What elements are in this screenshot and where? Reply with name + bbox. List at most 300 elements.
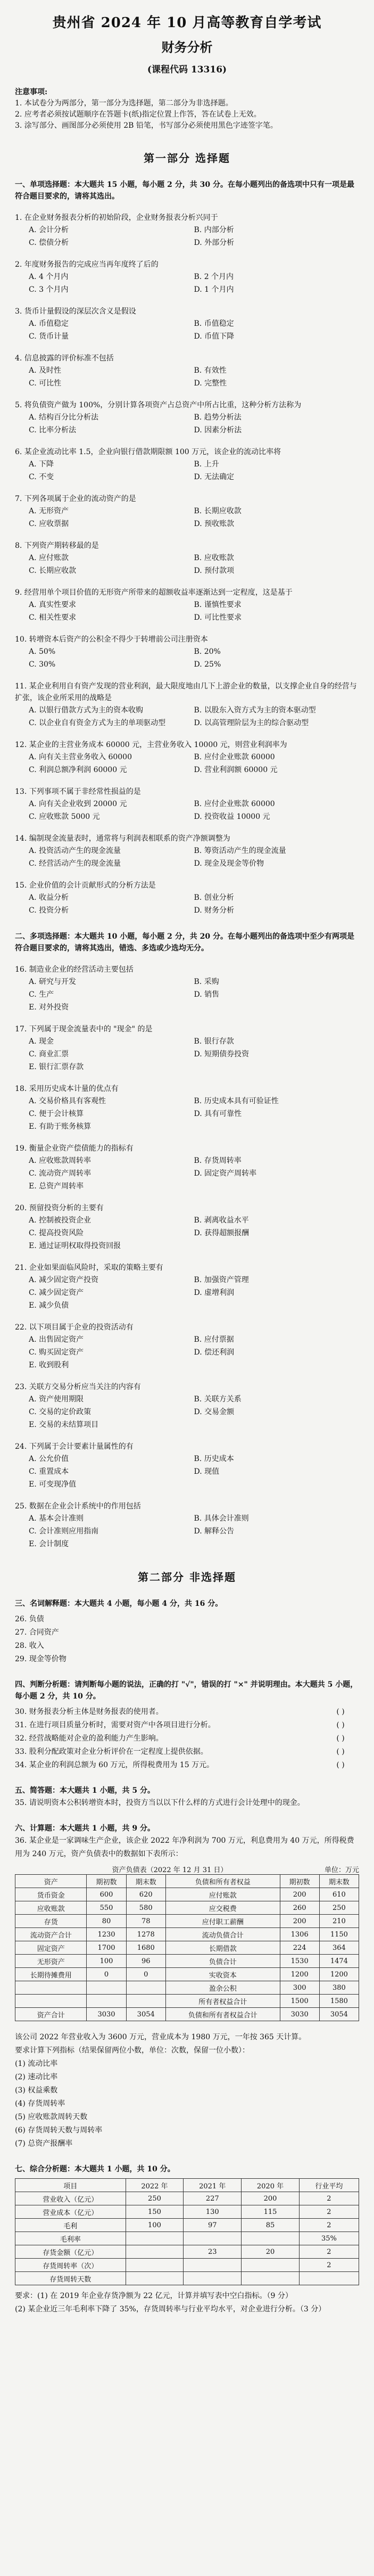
table-row [15, 2272, 359, 2285]
question-options [15, 317, 359, 343]
question-stem: 20. 预留投资分析的主要有 [15, 1204, 104, 1212]
option-d: D. 预收账款 [194, 520, 235, 528]
table-cell: 620 [126, 1888, 165, 1901]
option-d: D. 以高管理阶层为主的综合驱动型 [194, 719, 309, 727]
table-row [15, 1901, 359, 1915]
table-header-cell: 期初数 [280, 1875, 319, 1888]
question-options [15, 552, 359, 577]
judge-item [15, 1719, 359, 1732]
term-item: 28. 收入 [15, 1642, 44, 1650]
table-cell: 应付账款 [165, 1888, 280, 1901]
option-c: C. 以企业自有资金方式为主的单项驱动型 [29, 719, 166, 727]
table-row [15, 2192, 359, 2205]
option-b: B. 内部分析 [194, 226, 234, 234]
table-cell: 2 [299, 2205, 359, 2219]
option: B. 存货周转率 [194, 1156, 242, 1165]
table-cell: 224 [280, 1941, 319, 1955]
option: D. 获得超额报酬 [194, 1229, 250, 1237]
option: B. 历史成本 [194, 1455, 234, 1463]
table-cell: 130 [184, 2205, 242, 2219]
option-d: D. 因素分析法 [194, 426, 242, 434]
table-cell: 1474 [319, 1955, 359, 1968]
table-header-cell: 期末数 [319, 1875, 359, 1888]
table-cell: 96 [126, 1955, 165, 1968]
section4-items [15, 1705, 359, 1772]
question-stem: 18. 采用历史成本计量的优点有 [15, 1085, 119, 1093]
option-b: B. 以股东入资方式为主的资本驱动型 [194, 706, 316, 715]
table-cell [184, 2232, 242, 2245]
table-header-cell: 行业平均 [299, 2179, 359, 2192]
table-row [15, 2219, 359, 2232]
table-cell: 1530 [280, 1955, 319, 1968]
table-cell: 1306 [280, 1928, 319, 1941]
table-cell: 250 [126, 2192, 184, 2205]
judge-text: 33. 股利分配政策对企业分析评价在一定程度上提供依据。 [15, 1748, 208, 1756]
option-b: B. 2 个月内 [194, 273, 234, 281]
section7-req: 要求：(1) 在 2019 年企业存货净额为 22 亿元，计算并填写表中空白指标。（9 分） [15, 2292, 293, 2300]
question-options [15, 364, 359, 390]
judge-text: 30. 财务报表分析主体是财务报表的使用者。 [15, 1708, 163, 1716]
option-b: B. 应收账款 [194, 554, 234, 562]
question-options [15, 1512, 359, 1550]
balance-sheet-table [15, 1874, 359, 2021]
table-cell: 250 [319, 1901, 359, 1915]
option: A. 减少固定资产投资 [29, 1276, 99, 1284]
option: E. 对外投资 [29, 1003, 69, 1012]
option: D. 具有可靠性 [194, 1110, 242, 1118]
option: C. 商业汇票 [29, 1050, 69, 1059]
course-code: (课程代码 13316) [147, 64, 227, 75]
table-row [15, 1995, 359, 2008]
option: C. 流动资产周转率 [29, 1169, 92, 1178]
term-item: 26. 负债 [15, 1615, 44, 1623]
option-a: A. 结构百分比分析法 [29, 413, 99, 422]
judge-text: 31. 在进行项目质量分析时，需要对资产中各项目进行分析。 [15, 1721, 215, 1729]
table-cell [15, 1981, 87, 1995]
table-cell [126, 1995, 165, 2008]
table-header-cell: 2022 年 [126, 2179, 184, 2192]
section3-head: 三、名词解释题：本大题共 4 小题，每小题 4 分，共 16 分。 [15, 1599, 223, 1608]
table-cell: 所有者权益合计 [165, 1995, 280, 2008]
option: C. 减少固定资产 [29, 1289, 84, 1297]
table-unit: 单位：万元 [324, 1866, 359, 1874]
table-cell: 0 [87, 1968, 126, 1981]
option-a: A. 及时性 [29, 366, 62, 375]
table-cell: 1580 [319, 1995, 359, 2008]
table-cell: 550 [87, 1901, 126, 1915]
option: C. 购买固定资产 [29, 1348, 84, 1357]
option-b: B. 有效性 [194, 366, 227, 375]
table-cell [126, 2259, 184, 2272]
option-c: C. 经营活动产生的现金流量 [29, 859, 121, 868]
option: D. 偿还利润 [194, 1348, 235, 1357]
ask-item: (7) 总资产报酬率 [15, 2139, 73, 2148]
option: C. 会计准则应用指南 [29, 1527, 99, 1536]
option: E. 银行汇票存款 [29, 1063, 84, 1071]
option: A. 研究与开发 [29, 978, 77, 986]
option-a: A. 投资活动产生的现金流量 [29, 847, 121, 855]
table-cell: 78 [126, 1915, 165, 1928]
option: D. 交易金额 [194, 1408, 235, 1416]
question-stem: 10. 转增资本后资产的公积金不得少于转增前公司注册资本 [15, 635, 208, 644]
section4-head: 四、判断分析题：请判断每小题的说法，正确的打 "√"，错误的打 "×" 并说明理由。本大题共 5 小题，每小题 2 分，共 10 分。 [15, 1680, 358, 1701]
question-stem: 3. 货币计量假设的深层次含义是假设 [15, 307, 136, 316]
option: C. 交易的定价政策 [29, 1408, 92, 1416]
question-options [15, 1393, 359, 1431]
table-cell [126, 2232, 184, 2245]
option: A. 现金 [29, 1037, 54, 1046]
ask-item: (4) 存货周转率 [15, 2099, 65, 2108]
option: A. 资产使用期限 [29, 1395, 84, 1404]
option-a: A. 无形资产 [29, 507, 69, 515]
table-header-row [15, 2179, 359, 2192]
question-stem: 17. 下列属于现金流量表中的 "现金" 的是 [15, 1025, 153, 1033]
option-b: B. 谨慎性要求 [194, 601, 242, 609]
option-a: A. 真实性要求 [29, 601, 77, 609]
question-stem: 4. 信息披露的评价标准不包括 [15, 354, 114, 363]
section7-req: (2) 某企业近三年毛利率下降了 35%，存货周转率与行业平均水平，对企业进行分析。（3 分） [15, 2305, 326, 2314]
table-header-cell: 资产 [15, 1875, 87, 1888]
table-cell: 580 [126, 1901, 165, 1915]
table-cell: 资产合计 [15, 2008, 87, 2021]
section2-questions [15, 964, 359, 1550]
option-a: A. 向有关企业收到 20000 元 [29, 800, 127, 808]
option: C. 提高投资风险 [29, 1229, 84, 1237]
question-options [15, 270, 359, 296]
table-cell: 毛利 [15, 2219, 126, 2232]
option-a: A. 应付账款 [29, 554, 69, 562]
option-b: B. 上升 [194, 460, 219, 469]
option-b: B. 应付企业账款 60000 [194, 753, 275, 761]
table-cell: 应交税费 [165, 1901, 280, 1915]
judge-item [15, 1759, 359, 1772]
table-cell [184, 2259, 242, 2272]
table-cell: 1150 [319, 1928, 359, 1941]
option-a: A. 以银行借款方式为主的资本收购 [29, 706, 144, 715]
exam-title: 贵州省 2024 年 10 月高等教育自学考试 [52, 15, 322, 31]
option-d: D. 1 个月内 [194, 285, 234, 294]
option-b: B. 筹资活动产生的现金流量 [194, 847, 286, 855]
table-cell [242, 2272, 300, 2285]
option-d: D. 现金及现金等价物 [194, 859, 264, 868]
term-item: 29. 现金等价物 [15, 1655, 67, 1663]
table-header-cell: 期末数 [126, 1875, 165, 1888]
section7-head: 七、综合分析题：本大题共 1 小题，共 10 分。 [15, 2165, 175, 2173]
option: B. 关联方关系 [194, 1395, 242, 1404]
option-d: D. 完整性 [194, 379, 227, 388]
table-row [15, 2232, 359, 2245]
part1-title: 第一部分 选择题 [144, 152, 230, 165]
section6-ask: 要求计算下列指标（结果保留两位小数，单位：次数，保留一位小数）： [15, 2046, 250, 2055]
option-a: A. 会计分析 [29, 226, 69, 234]
judge-text: 34. 某企业的利润总额为 60 万元，所得税费用为 15 万元。 [15, 1761, 214, 1769]
table-cell: 210 [319, 1915, 359, 1928]
table-cell: 存货金额（亿元） [15, 2245, 126, 2259]
section6-after: 该公司 2022 年营业收入为 3600 万元，营业成本为 1980 万元，一年按 365 天计算。 [15, 2033, 306, 2041]
option-a: A. 4 个月内 [29, 273, 69, 281]
question-stem: 7. 下列各项属于企业的流动资产的是 [15, 495, 136, 503]
option-b: B. 20% [194, 647, 221, 656]
option-b: B. 币值稳定 [194, 319, 234, 328]
option-c: C. 利润总额净利润 60000 元 [29, 766, 127, 774]
option: E. 会计制度 [29, 1540, 69, 1548]
question-options [15, 975, 359, 1014]
section1-head: 一、单项选择题：本大题共 15 小题，每小题 2 分，共 30 分。在每小题列出的备选项中只有一项是最符合题目要求的，请将其选出。 [15, 181, 354, 201]
option-d: D. 营业利润额 60000 元 [194, 766, 278, 774]
table-cell: 营业成本（亿元） [15, 2205, 126, 2219]
option-c: C. 长期应收款 [29, 567, 77, 575]
table-cell: 1200 [280, 1968, 319, 1981]
question-options [15, 458, 359, 483]
question-stem: 21. 企业如果面临风险时，采取的策略主要有 [15, 1264, 163, 1272]
table-cell: 260 [280, 1901, 319, 1915]
analysis-table [15, 2178, 359, 2285]
table-cell: 115 [242, 2205, 300, 2219]
option: A. 控制被投资企业 [29, 1216, 92, 1225]
table-cell: 盈余公积 [165, 1981, 280, 1995]
table-cell: 2 [299, 2192, 359, 2205]
question-options [15, 505, 359, 530]
option-d: D. 财务分析 [194, 906, 235, 915]
term-item: 27. 合同资产 [15, 1628, 59, 1637]
table-cell: 3030 [87, 2008, 126, 2021]
question-options [15, 704, 359, 729]
note-item: 2. 应考者必须按试题顺序在答题卡(纸)指定位置上作答，答在试卷上无效。 [15, 110, 261, 119]
question-options [15, 751, 359, 776]
answer-paren: ( ) [336, 1708, 345, 1716]
question-stem: 6. 某企业流动比率 1.5，企业向银行借款期限额 100 万元，该企业的流动比率将 [15, 448, 281, 456]
table-row [15, 2205, 359, 2219]
option-b: B. 创业分析 [194, 893, 234, 902]
table-cell: 应收账款 [15, 1901, 87, 1915]
question-stem: 2. 年度财务报告的完成应当再年度终了后的 [15, 260, 159, 269]
table-cell: 364 [319, 1941, 359, 1955]
question-options [15, 645, 359, 671]
table-cell: 610 [319, 1888, 359, 1901]
question-options [15, 844, 359, 870]
table-cell: 长期待摊费用 [15, 1968, 87, 1981]
option-c: C. 应收票据 [29, 520, 69, 528]
table-cell [126, 2272, 184, 2285]
option-d: D. 币值下降 [194, 332, 235, 341]
question-options [15, 891, 359, 917]
table-cell: 流动负债合计 [165, 1928, 280, 1941]
section6-asks [15, 2057, 359, 2151]
option: D. 销售 [194, 990, 220, 999]
table-cell: 97 [184, 2219, 242, 2232]
section5-item: 35. 请说明资本公积转增资本时，投资方当以以下什么样的方式进行会计处理中的现金。 [15, 1799, 305, 1807]
option-d: D. 25% [194, 660, 221, 669]
subject-title: 财务分析 [161, 39, 213, 55]
table-row [15, 2245, 359, 2259]
table-row [15, 2259, 359, 2272]
table-row [15, 1915, 359, 1928]
option: A. 基本会计准则 [29, 1514, 84, 1523]
table-cell: 35% [299, 2232, 359, 2245]
answer-paren: ( ) [336, 1734, 345, 1743]
option: B. 加强资产管理 [194, 1276, 249, 1284]
table-cell: 存货周转天数 [15, 2272, 126, 2285]
option-b: B. 长期应收款 [194, 507, 242, 515]
table-cell: 100 [87, 1955, 126, 1968]
option: E. 减少负债 [29, 1301, 69, 1310]
option-a: A. 下降 [29, 460, 54, 469]
notes-heading: 注意事项: [15, 88, 48, 96]
table-row [15, 1981, 359, 1995]
table-cell: 1200 [319, 1968, 359, 1981]
question-options [15, 1453, 359, 1491]
table-row [15, 1888, 359, 1901]
table-row [15, 1968, 359, 1981]
question-options [15, 224, 359, 249]
table-cell: 200 [242, 2192, 300, 2205]
question-options [15, 411, 359, 437]
table-cell: 实收资本 [165, 1968, 280, 1981]
option-c: C. 可比性 [29, 379, 62, 388]
table-cell: 营业收入（亿元） [15, 2192, 126, 2205]
table-cell: 300 [280, 1981, 319, 1995]
table-cell: 600 [87, 1888, 126, 1901]
table-header-cell: 2021 年 [184, 2179, 242, 2192]
option-b: B. 应付企业账款 60000 [194, 800, 275, 808]
judge-text: 32. 经营战略能对企业的盈利能力产生影响。 [15, 1734, 163, 1743]
option: B. 采购 [194, 978, 219, 986]
table-cell [126, 2245, 184, 2259]
ask-item: (2) 速动比率 [15, 2073, 58, 2081]
question-stem: 23. 关联方交易分析应当关注的内容有 [15, 1383, 141, 1391]
option-a: A. 币值稳定 [29, 319, 69, 328]
table-cell: 23 [184, 2245, 242, 2259]
table-cell: 0 [126, 1968, 165, 1981]
question-options [15, 1214, 359, 1252]
table-header-cell: 期初数 [87, 1875, 126, 1888]
table-row [15, 1941, 359, 1955]
option-c: C. 偿债分析 [29, 239, 69, 247]
option-a: A. 50% [29, 647, 56, 656]
table-cell: 85 [242, 2219, 300, 2232]
option: B. 历史成本具有可验证性 [194, 1097, 279, 1105]
option-c: C. 相关性要求 [29, 613, 77, 622]
table-cell: 1278 [126, 1928, 165, 1941]
option: A. 交易价格具有客观性 [29, 1097, 106, 1105]
judge-item [15, 1745, 359, 1759]
table-cell: 3054 [126, 2008, 165, 2021]
option-b: B. 趋势分析法 [194, 413, 242, 422]
table-cell: 2 [299, 2259, 359, 2272]
table-header-cell: 负债和所有者权益 [165, 1875, 280, 1888]
question-stem: 12. 某企业的主营业务成本 60000 元，主营业务收入 10000 元，则营业利润率为 [15, 741, 287, 749]
question-stem: 1. 在企业财务报表分析的初始阶段，企业财务报表分析兴同于 [15, 214, 218, 222]
option: A. 公允价值 [29, 1455, 69, 1463]
table-cell: 20 [242, 2245, 300, 2259]
answer-paren: ( ) [336, 1748, 345, 1756]
table-cell: 负债合计 [165, 1955, 280, 1968]
section2-head: 二、多项选择题：本大题共 10 小题，每小题 2 分，共 20 分。在每小题列出的备选项中至少有两项是符合题目要求的，请将其选出，错选、多选或少选均无分。 [15, 932, 354, 953]
question-options [15, 798, 359, 823]
option: D. 固定资产周转率 [194, 1169, 257, 1178]
question-options [15, 1095, 359, 1133]
table-cell [87, 1995, 126, 2008]
table-cell: 长期借款 [165, 1941, 280, 1955]
option: E. 收到股利 [29, 1361, 69, 1369]
option-a: A. 向有关主营业务收入 60000 [29, 753, 132, 761]
table-header-cell: 项目 [15, 2179, 126, 2192]
question-stem: 22. 以下项目属于企业的投资活动有 [15, 1323, 134, 1332]
table-row [15, 1955, 359, 1968]
table-cell [184, 2272, 242, 2285]
question-stem: 9. 经营用单个项目价值的无形资产所带来的超额收益率逐渐达到一定程度，这是基于 [15, 588, 293, 597]
option-d: D. 可比性要求 [194, 613, 242, 622]
question-stem: 24. 下列属于会计要素计量属性的有 [15, 1442, 134, 1451]
option-d: D. 无法确定 [194, 473, 235, 481]
part2-title: 第二部分 非选择题 [138, 1571, 236, 1584]
option: B. 应付票据 [194, 1335, 234, 1344]
notes [15, 87, 359, 132]
option: C. 便于会计核算 [29, 1110, 84, 1118]
table-cell: 1680 [126, 1941, 165, 1955]
option: D. 虚增利润 [194, 1289, 235, 1297]
section3-items [15, 1613, 359, 1666]
option-c: C. 比率分析法 [29, 426, 77, 434]
option: B. 具体会计准则 [194, 1514, 249, 1523]
option-d: D. 预付款项 [194, 567, 235, 575]
option: B. 银行存款 [194, 1037, 234, 1046]
table-cell: 380 [319, 1981, 359, 1995]
table-cell: 应付职工薪酬 [165, 1915, 280, 1928]
table-row [15, 1928, 359, 1941]
question-stem: 25. 数据在企业会计系统中的作用包括 [15, 1502, 141, 1511]
question-stem: 11. 某企业利用自有资产发现的营业利润，最大限度地由几下上游企业的数量，以支撑企业自身的经营与扩张，该企业所采用的战略是 [15, 682, 357, 702]
ask-item: (3) 权益乘数 [15, 2086, 58, 2095]
table-cell: 80 [87, 1915, 126, 1928]
question-stem: 19. 衡量企业资产偿债能力的指标有 [15, 1144, 134, 1153]
table-cell: 货币资金 [15, 1888, 87, 1901]
judge-item [15, 1732, 359, 1745]
option-a: A. 收益分析 [29, 893, 69, 902]
table-row [15, 2008, 359, 2021]
judge-item [15, 1705, 359, 1719]
table-cell: 227 [184, 2192, 242, 2205]
question-stem: 15. 企业价值的会计贡献形式的分析方法是 [15, 881, 156, 890]
section1-questions [15, 212, 359, 917]
table-cell [15, 1995, 87, 2008]
option-c: C. 应收账款 5000 元 [29, 813, 100, 821]
question-options [15, 1274, 359, 1312]
table-cell [87, 1981, 126, 1995]
option-c: C. 货币计量 [29, 332, 69, 341]
question-options [15, 1035, 359, 1073]
ask-item: (6) 存货周转天数与周转率 [15, 2126, 103, 2135]
table-cell: 毛利率 [15, 2232, 126, 2245]
table-header-row [15, 1875, 359, 1888]
table-cell: 无形资产 [15, 1955, 87, 1968]
option-c: C. 3 个月内 [29, 285, 69, 294]
ask-item: (5) 应收账款周转天数 [15, 2113, 88, 2121]
question-stem: 14. 编制现金流量表时，通常将与利润表相联系的资产净额调整为 [15, 834, 230, 843]
question-options [15, 598, 359, 624]
option-d: D. 外部分析 [194, 239, 235, 247]
ask-item: (1) 流动比率 [15, 2060, 58, 2068]
option: C. 重置成本 [29, 1467, 69, 1476]
table-cell: 流动资产合计 [15, 1928, 87, 1941]
table-cell: 100 [126, 2219, 184, 2232]
answer-paren: ( ) [336, 1761, 345, 1769]
table-title: 资产负债表（2022 年 12 月 31 日） [112, 1866, 228, 1874]
option: E. 总资产周转率 [29, 1182, 84, 1191]
table-cell: 200 [280, 1888, 319, 1901]
option-c: C. 30% [29, 660, 56, 669]
section6-intro: 36. 某企业是一家调味生产企业，该企业 2022 年净利润为 700 万元，利息费用为 40 万元，所得税费用为 240 万元，资产负债表中的数据如下表所示： [15, 1836, 354, 1858]
